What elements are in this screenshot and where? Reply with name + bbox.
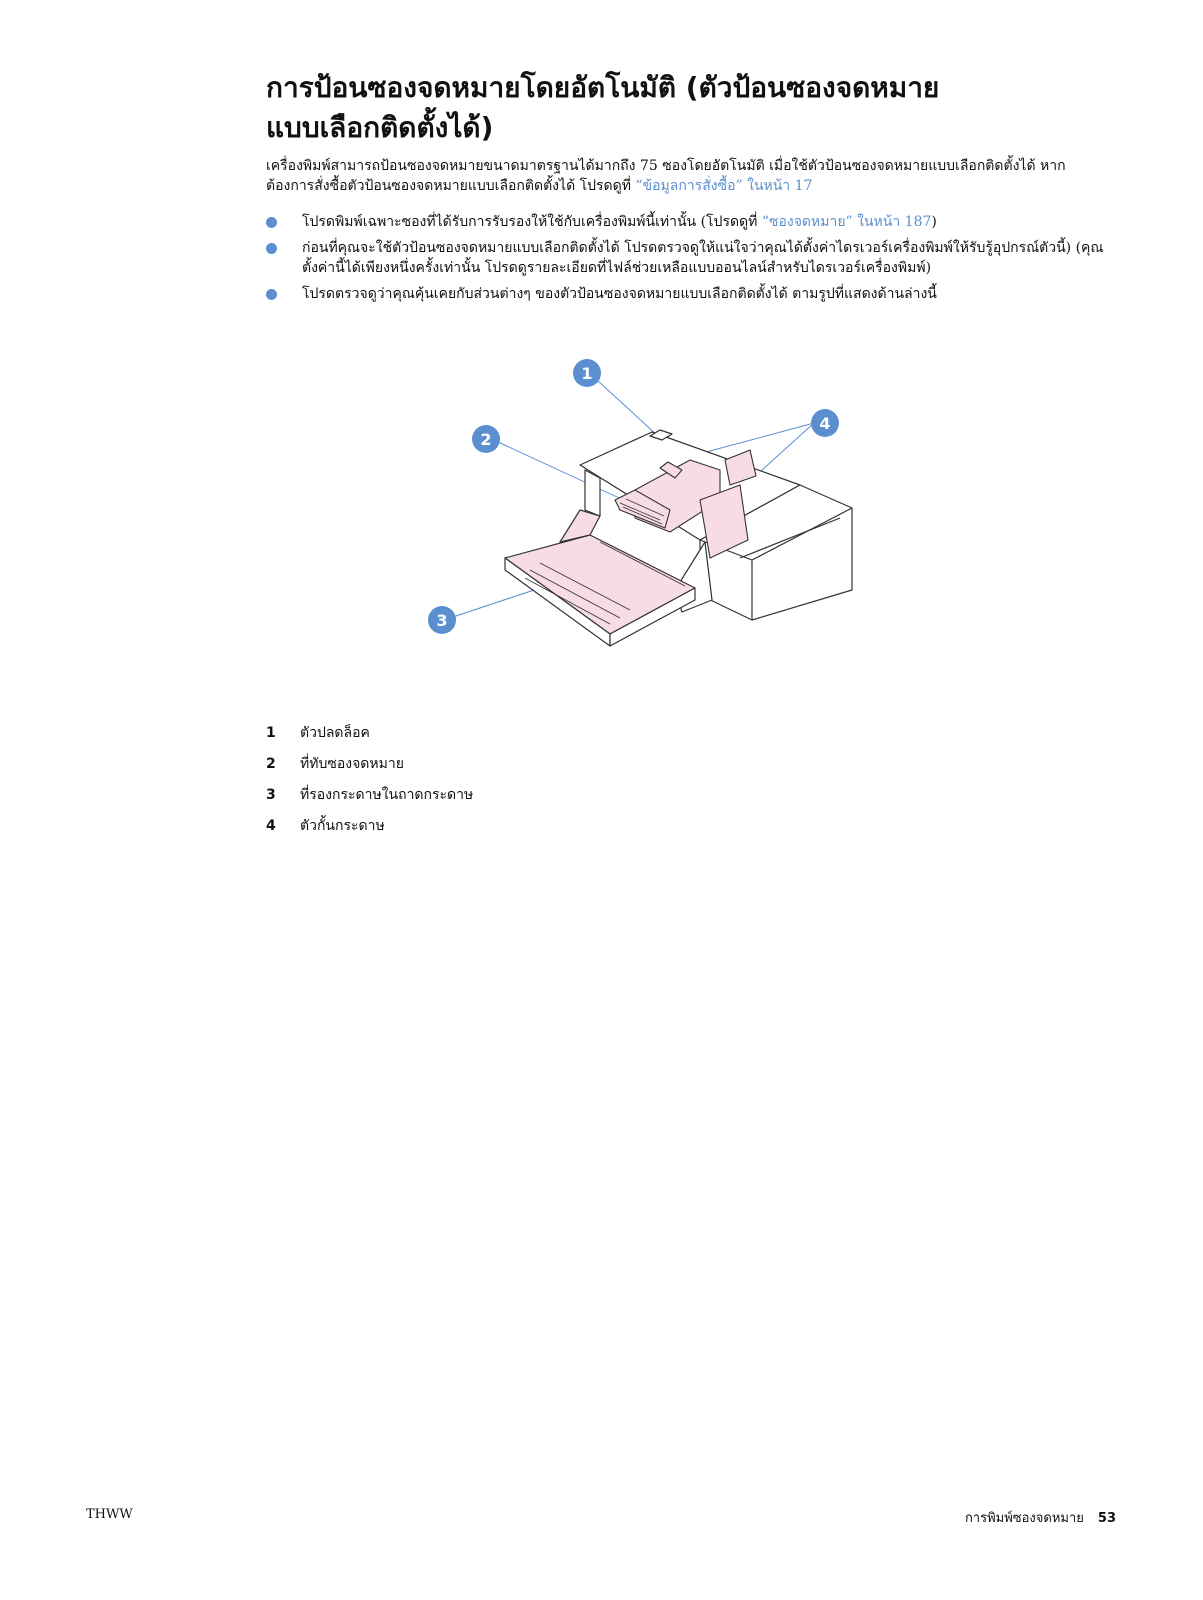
bullet-dot-icon xyxy=(266,243,277,254)
legend-item xyxy=(266,753,666,784)
bullet-dot-icon xyxy=(266,217,277,228)
callout-2-label: 2 xyxy=(480,430,492,449)
intro-paragraph xyxy=(266,156,1106,196)
footer-section xyxy=(965,1507,1116,1528)
footer-doc-code: THWW xyxy=(86,1507,133,1522)
legend-label: ตัวปลดล็อค xyxy=(300,725,370,741)
legend-number: 2 xyxy=(266,756,276,772)
legend-item xyxy=(266,784,666,815)
bullet-3-text: โปรดตรวจดูว่าคุณคุ้นเคยกับส่วนต่างๆ ของตัวป้อนซองจดหมายแบบเลือกติดตั้งได้ ตามรูปที่แสดงด้านล่างนี้ xyxy=(302,286,937,302)
bullet-1-end: ) xyxy=(931,214,937,230)
intro-text: เครื่องพิมพ์สามารถป้อนซองจดหมายขนาดมาตรฐานได้มากถึง 75 ซองโดยอัตโนมัติ เมื่อใช้ตัวป้อนซองจดหมายแบบเลือกติดตั้งได้ หากต้องการสั่งซื้อตัวป้อนซองจดหมายแบบเลือกติดตั้งได้ โปรดดูที่ xyxy=(266,158,1066,194)
callout-4-label: 4 xyxy=(819,414,831,433)
legend-label: ตัวกั้นกระดาษ xyxy=(300,818,385,834)
legend-item xyxy=(266,722,666,753)
bullet-dot-icon xyxy=(266,289,277,300)
order-info-link[interactable]: “ข้อมูลการสั่งซื้อ” ในหน้า 17 xyxy=(635,178,813,194)
legend-number: 3 xyxy=(266,787,276,803)
legend-label: ที่ทับซองจดหมาย xyxy=(300,756,404,772)
callout-1-label: 1 xyxy=(581,364,593,383)
legend-number: 1 xyxy=(266,725,276,741)
title-line-1: การป้อนซองจดหมายโดยอัตโนมัติ (ตัวป้อนซองจดหมาย xyxy=(266,71,940,104)
legend-label: ที่รองกระดาษในถาดกระดาษ xyxy=(300,787,474,803)
footer-section-title: การพิมพ์ซองจดหมาย xyxy=(964,1511,1084,1526)
envelope-feeder-illustration xyxy=(420,350,880,650)
callout-3-label: 3 xyxy=(436,611,448,630)
callout-legend xyxy=(266,722,666,846)
bullet-item-approved-envelopes xyxy=(266,212,1106,232)
page-number: 53 xyxy=(1097,1511,1116,1526)
title-line-2: แบบเลือกติดตั้งได้) xyxy=(266,111,494,144)
bullet-item-driver-setup xyxy=(266,238,1106,278)
bullet-item-familiarize xyxy=(266,284,1106,304)
page-title xyxy=(266,68,1026,148)
bullet-2-text: ก่อนที่คุณจะใช้ตัวป้อนซองจดหมายแบบเลือกติดตั้งได้ โปรดตรวจดูให้แน่ใจว่าคุณได้ตั้งค่าไดรเวอร์เครื่องพิมพ์ให้รับรู้อุปกรณ์ตัวนี้) (คุณตั้งค่านี้ได้เพียงหนึ่งครั้งเท่านั้น โปรดดูรายละเอียดที่ไฟล์ช่วยเหลือแบบออนไลน์สำหรับไดรเวอร์เครื่องพิมพ์) xyxy=(302,240,1104,276)
legend-number: 4 xyxy=(266,818,276,834)
envelopes-link[interactable]: “ซองจดหมาย” ในหน้า 187 xyxy=(761,214,932,230)
legend-item xyxy=(266,815,666,846)
bullet-list xyxy=(266,212,1106,310)
bullet-1-text: โปรดพิมพ์เฉพาะซองที่ได้รับการรับรองให้ใช้กับเครื่องพิมพ์นี้เท่านั้น (โปรดดูที่ xyxy=(302,214,762,230)
